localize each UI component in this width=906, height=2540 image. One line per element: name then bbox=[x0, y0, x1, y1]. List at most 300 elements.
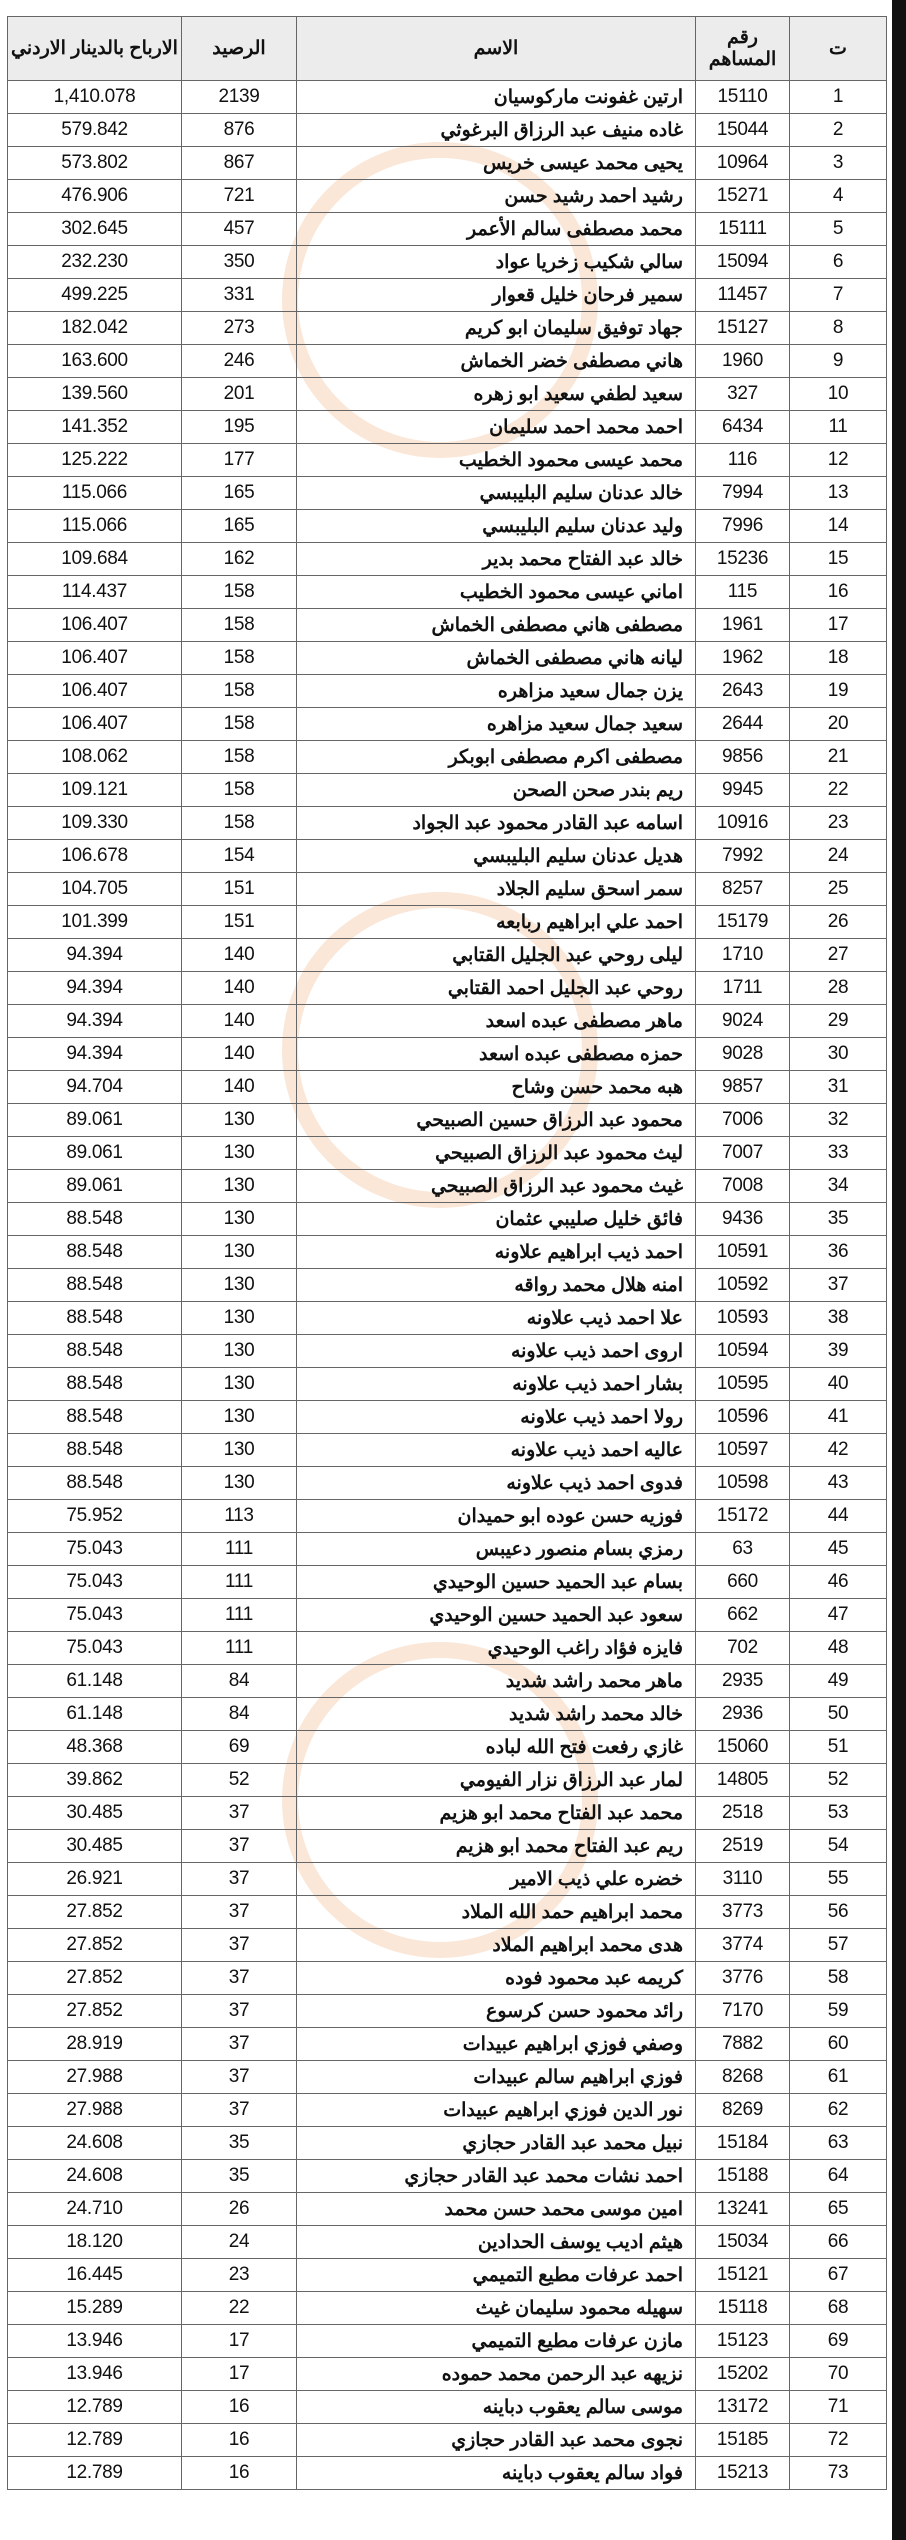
cell-name: نور الدين فوزي ابراهيم عبيدات bbox=[297, 2094, 696, 2127]
cell-name: يزن جمال سعيد مزاهره bbox=[297, 675, 696, 708]
cell-balance: 721 bbox=[182, 180, 297, 213]
cell-index: 12 bbox=[790, 444, 887, 477]
cell-index: 49 bbox=[790, 1665, 887, 1698]
cell-profit: 163.600 bbox=[8, 345, 182, 378]
cell-balance: 195 bbox=[182, 411, 297, 444]
cell-profit: 232.230 bbox=[8, 246, 182, 279]
cell-name: كريمه عبد محمود فوده bbox=[297, 1962, 696, 1995]
cell-index: 3 bbox=[790, 147, 887, 180]
cell-index: 44 bbox=[790, 1500, 887, 1533]
table-row bbox=[8, 1302, 887, 1335]
cell-shareholder-no: 10593 bbox=[696, 1302, 790, 1335]
cell-balance: 130 bbox=[182, 1170, 297, 1203]
cell-name: احمد محمد احمد سليمان bbox=[297, 411, 696, 444]
cell-index: 16 bbox=[790, 576, 887, 609]
cell-profit: 27.852 bbox=[8, 1896, 182, 1929]
cell-shareholder-no: 1962 bbox=[696, 642, 790, 675]
cell-index: 30 bbox=[790, 1038, 887, 1071]
cell-balance: 130 bbox=[182, 1104, 297, 1137]
cell-shareholder-no: 10964 bbox=[696, 147, 790, 180]
cell-name: بسام عبد الحميد حسين الوحيدي bbox=[297, 1566, 696, 1599]
cell-name: سهيله محمود سليمان غيث bbox=[297, 2292, 696, 2325]
cell-index: 27 bbox=[790, 939, 887, 972]
cell-balance: 201 bbox=[182, 378, 297, 411]
cell-shareholder-no: 9857 bbox=[696, 1071, 790, 1104]
table-row bbox=[8, 444, 887, 477]
cell-name: سعود عبد الحميد حسين الوحيدي bbox=[297, 1599, 696, 1632]
cell-balance: 111 bbox=[182, 1632, 297, 1665]
table-row bbox=[8, 873, 887, 906]
cell-shareholder-no: 1961 bbox=[696, 609, 790, 642]
cell-balance: 140 bbox=[182, 1071, 297, 1104]
cell-profit: 115.066 bbox=[8, 477, 182, 510]
cell-name: ليانه هاني مصطفى الخماش bbox=[297, 642, 696, 675]
cell-index: 61 bbox=[790, 2061, 887, 2094]
cell-index: 24 bbox=[790, 840, 887, 873]
cell-balance: 331 bbox=[182, 279, 297, 312]
cell-shareholder-no: 13241 bbox=[696, 2193, 790, 2226]
cell-profit: 26.921 bbox=[8, 1863, 182, 1896]
table-row bbox=[8, 1401, 887, 1434]
cell-balance: 16 bbox=[182, 2424, 297, 2457]
cell-shareholder-no: 2643 bbox=[696, 675, 790, 708]
cell-profit: 61.148 bbox=[8, 1698, 182, 1731]
cell-profit: 39.862 bbox=[8, 1764, 182, 1797]
cell-shareholder-no: 15236 bbox=[696, 543, 790, 576]
page-edge bbox=[892, 0, 906, 2540]
cell-name: روحي عبد الجليل احمد القتابي bbox=[297, 972, 696, 1005]
cell-shareholder-no: 15111 bbox=[696, 213, 790, 246]
cell-shareholder-no: 15094 bbox=[696, 246, 790, 279]
cell-shareholder-no: 2936 bbox=[696, 1698, 790, 1731]
cell-balance: 35 bbox=[182, 2160, 297, 2193]
cell-name: علا احمد ذيب علاونه bbox=[297, 1302, 696, 1335]
cell-shareholder-no: 15202 bbox=[696, 2358, 790, 2391]
table-row bbox=[8, 1038, 887, 1071]
cell-name: اماني عيسى محمود الخطيب bbox=[297, 576, 696, 609]
cell-shareholder-no: 327 bbox=[696, 378, 790, 411]
cell-name: فوزيه حسن عوده ابو حميدان bbox=[297, 1500, 696, 1533]
cell-balance: 16 bbox=[182, 2391, 297, 2424]
cell-balance: 26 bbox=[182, 2193, 297, 2226]
table-row bbox=[8, 2325, 887, 2358]
cell-index: 70 bbox=[790, 2358, 887, 2391]
cell-profit: 109.121 bbox=[8, 774, 182, 807]
cell-name: خالد محمد راشد شديد bbox=[297, 1698, 696, 1731]
cell-name: جهاد توفيق سليمان ابو كريم bbox=[297, 312, 696, 345]
cell-name: مصطفى اكرم مصطفى ابوبكر bbox=[297, 741, 696, 774]
cell-balance: 37 bbox=[182, 2028, 297, 2061]
cell-name: محمد مصطفى سالم الأعمر bbox=[297, 213, 696, 246]
cell-profit: 108.062 bbox=[8, 741, 182, 774]
cell-name: ماهر مصطفى عبده اسعد bbox=[297, 1005, 696, 1038]
cell-balance: 37 bbox=[182, 1929, 297, 1962]
cell-balance: 130 bbox=[182, 1467, 297, 1500]
cell-index: 8 bbox=[790, 312, 887, 345]
cell-index: 45 bbox=[790, 1533, 887, 1566]
cell-name: محمود عبد الرزاق حسين الصبيحي bbox=[297, 1104, 696, 1137]
cell-shareholder-no: 8268 bbox=[696, 2061, 790, 2094]
cell-balance: 113 bbox=[182, 1500, 297, 1533]
table-row bbox=[8, 180, 887, 213]
cell-profit: 24.608 bbox=[8, 2127, 182, 2160]
table-row bbox=[8, 1698, 887, 1731]
cell-name: اسامه عبد القادر محمود عبد الجواد bbox=[297, 807, 696, 840]
cell-index: 19 bbox=[790, 675, 887, 708]
cell-name: فدوى احمد ذيب علاونه bbox=[297, 1467, 696, 1500]
cell-name: سعيد لطفي سعيد ابو زهره bbox=[297, 378, 696, 411]
cell-shareholder-no: 702 bbox=[696, 1632, 790, 1665]
cell-balance: 140 bbox=[182, 972, 297, 1005]
table-row bbox=[8, 939, 887, 972]
table-row bbox=[8, 840, 887, 873]
cell-name: فوزي ابراهيم سالم عبيدات bbox=[297, 2061, 696, 2094]
table-row bbox=[8, 312, 887, 345]
cell-profit: 75.043 bbox=[8, 1566, 182, 1599]
cell-name: فايزه فؤاد راغب الوحيدي bbox=[297, 1632, 696, 1665]
cell-profit: 75.043 bbox=[8, 1533, 182, 1566]
cell-index: 15 bbox=[790, 543, 887, 576]
table-row bbox=[8, 642, 887, 675]
cell-name: هاني مصطفى خضر الخماش bbox=[297, 345, 696, 378]
table-row bbox=[8, 2358, 887, 2391]
cell-shareholder-no: 15118 bbox=[696, 2292, 790, 2325]
cell-index: 53 bbox=[790, 1797, 887, 1830]
cell-shareholder-no: 8269 bbox=[696, 2094, 790, 2127]
cell-index: 52 bbox=[790, 1764, 887, 1797]
cell-balance: 165 bbox=[182, 477, 297, 510]
table-row bbox=[8, 1929, 887, 1962]
cell-index: 29 bbox=[790, 1005, 887, 1038]
cell-index: 38 bbox=[790, 1302, 887, 1335]
cell-name: غيث محمود عبد الرزاق الصبيحي bbox=[297, 1170, 696, 1203]
cell-balance: 37 bbox=[182, 1995, 297, 2028]
cell-index: 68 bbox=[790, 2292, 887, 2325]
table-row bbox=[8, 1104, 887, 1137]
cell-balance: 130 bbox=[182, 1368, 297, 1401]
cell-index: 37 bbox=[790, 1269, 887, 1302]
table-row bbox=[8, 2424, 887, 2457]
cell-balance: 158 bbox=[182, 642, 297, 675]
table-row bbox=[8, 1269, 887, 1302]
cell-index: 9 bbox=[790, 345, 887, 378]
cell-name: نبيل محمد عبد القادر حجازي bbox=[297, 2127, 696, 2160]
cell-balance: 24 bbox=[182, 2226, 297, 2259]
cell-shareholder-no: 63 bbox=[696, 1533, 790, 1566]
cell-name: محمد عيسى محمود الخطيب bbox=[297, 444, 696, 477]
cell-balance: 867 bbox=[182, 147, 297, 180]
cell-profit: 115.066 bbox=[8, 510, 182, 543]
cell-name: سمير فرحان خليل قعوار bbox=[297, 279, 696, 312]
cell-index: 23 bbox=[790, 807, 887, 840]
cell-shareholder-no: 7996 bbox=[696, 510, 790, 543]
cell-name: هيثم اديب يوسف الحدادين bbox=[297, 2226, 696, 2259]
cell-shareholder-no: 9945 bbox=[696, 774, 790, 807]
cell-name: نجوى محمد عبد القادر حجازي bbox=[297, 2424, 696, 2457]
table-row bbox=[8, 477, 887, 510]
cell-profit: 106.407 bbox=[8, 675, 182, 708]
cell-name: رشيد احمد رشيد حسن bbox=[297, 180, 696, 213]
cell-index: 1 bbox=[790, 81, 887, 114]
cell-profit: 579.842 bbox=[8, 114, 182, 147]
table-row bbox=[8, 1533, 887, 1566]
cell-balance: 246 bbox=[182, 345, 297, 378]
cell-index: 33 bbox=[790, 1137, 887, 1170]
table-row bbox=[8, 1797, 887, 1830]
cell-balance: 52 bbox=[182, 1764, 297, 1797]
cell-shareholder-no: 7006 bbox=[696, 1104, 790, 1137]
cell-name: هبه محمد حسن وشاح bbox=[297, 1071, 696, 1104]
cell-index: 63 bbox=[790, 2127, 887, 2160]
table-row bbox=[8, 1632, 887, 1665]
cell-balance: 177 bbox=[182, 444, 297, 477]
cell-shareholder-no: 10591 bbox=[696, 1236, 790, 1269]
cell-name: خالد عدنان سليم البليبسي bbox=[297, 477, 696, 510]
cell-balance: 35 bbox=[182, 2127, 297, 2160]
cell-index: 43 bbox=[790, 1467, 887, 1500]
table-row bbox=[8, 1962, 887, 1995]
cell-index: 11 bbox=[790, 411, 887, 444]
cell-name: امين موسى محمد حسن محمد bbox=[297, 2193, 696, 2226]
cell-name: غاده منيف عبد الرزاق البرغوثي bbox=[297, 114, 696, 147]
cell-balance: 158 bbox=[182, 807, 297, 840]
cell-profit: 94.704 bbox=[8, 1071, 182, 1104]
cell-shareholder-no: 10592 bbox=[696, 1269, 790, 1302]
table-row bbox=[8, 741, 887, 774]
table-row bbox=[8, 1005, 887, 1038]
cell-shareholder-no: 2644 bbox=[696, 708, 790, 741]
cell-index: 39 bbox=[790, 1335, 887, 1368]
cell-shareholder-no: 10595 bbox=[696, 1368, 790, 1401]
cell-shareholder-no: 14805 bbox=[696, 1764, 790, 1797]
cell-shareholder-no: 662 bbox=[696, 1599, 790, 1632]
cell-index: 51 bbox=[790, 1731, 887, 1764]
cell-index: 7 bbox=[790, 279, 887, 312]
cell-profit: 139.560 bbox=[8, 378, 182, 411]
table-row bbox=[8, 2061, 887, 2094]
cell-profit: 88.548 bbox=[8, 1368, 182, 1401]
table-row bbox=[8, 1467, 887, 1500]
cell-profit: 18.120 bbox=[8, 2226, 182, 2259]
cell-name: بشار احمد ذيب علاونه bbox=[297, 1368, 696, 1401]
cell-name: عاليه احمد ذيب علاونه bbox=[297, 1434, 696, 1467]
cell-profit: 24.710 bbox=[8, 2193, 182, 2226]
table-row bbox=[8, 279, 887, 312]
cell-profit: 88.548 bbox=[8, 1335, 182, 1368]
cell-shareholder-no: 660 bbox=[696, 1566, 790, 1599]
cell-name: مازن عرفات مطيع التميمي bbox=[297, 2325, 696, 2358]
cell-index: 56 bbox=[790, 1896, 887, 1929]
cell-profit: 114.437 bbox=[8, 576, 182, 609]
table-row bbox=[8, 609, 887, 642]
cell-balance: 151 bbox=[182, 906, 297, 939]
cell-index: 13 bbox=[790, 477, 887, 510]
cell-name: وليد عدنان سليم البليبسي bbox=[297, 510, 696, 543]
table-row bbox=[8, 411, 887, 444]
table-row bbox=[8, 1863, 887, 1896]
cell-shareholder-no: 7882 bbox=[696, 2028, 790, 2061]
cell-shareholder-no: 10597 bbox=[696, 1434, 790, 1467]
cell-profit: 106.678 bbox=[8, 840, 182, 873]
table-row bbox=[8, 1203, 887, 1236]
cell-profit: 88.548 bbox=[8, 1467, 182, 1500]
cell-index: 67 bbox=[790, 2259, 887, 2292]
cell-shareholder-no: 2518 bbox=[696, 1797, 790, 1830]
cell-name: سعيد جمال سعيد مزاهره bbox=[297, 708, 696, 741]
table-row bbox=[8, 1830, 887, 1863]
table-row bbox=[8, 1368, 887, 1401]
cell-balance: 130 bbox=[182, 1302, 297, 1335]
table-row bbox=[8, 147, 887, 180]
cell-balance: 16 bbox=[182, 2457, 297, 2490]
table-row bbox=[8, 1434, 887, 1467]
table-row bbox=[8, 675, 887, 708]
cell-shareholder-no: 10596 bbox=[696, 1401, 790, 1434]
cell-name: محمد عبد الفتاح محمد ابو هزيم bbox=[297, 1797, 696, 1830]
cell-balance: 37 bbox=[182, 1896, 297, 1929]
cell-shareholder-no: 7992 bbox=[696, 840, 790, 873]
cell-balance: 37 bbox=[182, 2094, 297, 2127]
cell-name: فائق خليل صليبي عثمان bbox=[297, 1203, 696, 1236]
table-row bbox=[8, 2457, 887, 2490]
cell-name: احمد نشات محمد عبد القادر حجازي bbox=[297, 2160, 696, 2193]
cell-balance: 111 bbox=[182, 1533, 297, 1566]
cell-profit: 27.852 bbox=[8, 1962, 182, 1995]
cell-index: 18 bbox=[790, 642, 887, 675]
cell-profit: 88.548 bbox=[8, 1236, 182, 1269]
table-row bbox=[8, 2292, 887, 2325]
cell-name: رولا احمد ذيب علاونه bbox=[297, 1401, 696, 1434]
cell-shareholder-no: 7994 bbox=[696, 477, 790, 510]
cell-shareholder-no: 15184 bbox=[696, 2127, 790, 2160]
table-row bbox=[8, 2127, 887, 2160]
cell-shareholder-no: 9028 bbox=[696, 1038, 790, 1071]
cell-balance: 37 bbox=[182, 1863, 297, 1896]
cell-index: 66 bbox=[790, 2226, 887, 2259]
cell-profit: 28.919 bbox=[8, 2028, 182, 2061]
table-row bbox=[8, 2028, 887, 2061]
cell-balance: 84 bbox=[182, 1665, 297, 1698]
cell-profit: 15.289 bbox=[8, 2292, 182, 2325]
cell-index: 21 bbox=[790, 741, 887, 774]
cell-balance: 876 bbox=[182, 114, 297, 147]
cell-name: ريم عبد الفتاح محمد ابو هزيم bbox=[297, 1830, 696, 1863]
table-row bbox=[8, 1731, 887, 1764]
cell-index: 46 bbox=[790, 1566, 887, 1599]
table-row bbox=[8, 1137, 887, 1170]
cell-profit: 88.548 bbox=[8, 1302, 182, 1335]
table-row bbox=[8, 1500, 887, 1533]
cell-balance: 37 bbox=[182, 1962, 297, 1995]
cell-index: 31 bbox=[790, 1071, 887, 1104]
cell-shareholder-no: 1960 bbox=[696, 345, 790, 378]
table-row bbox=[8, 906, 887, 939]
table-row bbox=[8, 114, 887, 147]
header-name: الاسم bbox=[297, 17, 696, 81]
cell-name: نزيهه عبد الرحمن محمد حموده bbox=[297, 2358, 696, 2391]
header-balance: الرصيد bbox=[182, 17, 297, 81]
cell-index: 34 bbox=[790, 1170, 887, 1203]
cell-profit: 12.789 bbox=[8, 2424, 182, 2457]
table-row bbox=[8, 708, 887, 741]
cell-profit: 75.043 bbox=[8, 1599, 182, 1632]
table-row bbox=[8, 81, 887, 114]
table-row bbox=[8, 1599, 887, 1632]
cell-shareholder-no: 1710 bbox=[696, 939, 790, 972]
cell-index: 60 bbox=[790, 2028, 887, 2061]
cell-shareholder-no: 15121 bbox=[696, 2259, 790, 2292]
cell-profit: 89.061 bbox=[8, 1104, 182, 1137]
cell-index: 17 bbox=[790, 609, 887, 642]
cell-shareholder-no: 115 bbox=[696, 576, 790, 609]
cell-profit: 573.802 bbox=[8, 147, 182, 180]
cell-shareholder-no: 6434 bbox=[696, 411, 790, 444]
cell-index: 72 bbox=[790, 2424, 887, 2457]
cell-shareholder-no: 15044 bbox=[696, 114, 790, 147]
table-row bbox=[8, 1236, 887, 1269]
cell-shareholder-no: 15060 bbox=[696, 1731, 790, 1764]
cell-shareholder-no: 7008 bbox=[696, 1170, 790, 1203]
cell-index: 54 bbox=[790, 1830, 887, 1863]
cell-name: وصفي فوزي ابراهيم عبيدات bbox=[297, 2028, 696, 2061]
cell-index: 48 bbox=[790, 1632, 887, 1665]
cell-name: رائد محمود حسن كرسوع bbox=[297, 1995, 696, 2028]
cell-profit: 88.548 bbox=[8, 1434, 182, 1467]
cell-name: موسى سالم يعقوب دباينه bbox=[297, 2391, 696, 2424]
cell-balance: 130 bbox=[182, 1434, 297, 1467]
table-row bbox=[8, 972, 887, 1005]
cell-index: 47 bbox=[790, 1599, 887, 1632]
cell-index: 28 bbox=[790, 972, 887, 1005]
cell-index: 10 bbox=[790, 378, 887, 411]
cell-profit: 88.548 bbox=[8, 1269, 182, 1302]
cell-profit: 94.394 bbox=[8, 1038, 182, 1071]
cell-balance: 273 bbox=[182, 312, 297, 345]
cell-shareholder-no: 10598 bbox=[696, 1467, 790, 1500]
cell-profit: 61.148 bbox=[8, 1665, 182, 1698]
cell-balance: 22 bbox=[182, 2292, 297, 2325]
cell-index: 40 bbox=[790, 1368, 887, 1401]
cell-balance: 162 bbox=[182, 543, 297, 576]
cell-balance: 130 bbox=[182, 1203, 297, 1236]
cell-balance: 130 bbox=[182, 1335, 297, 1368]
cell-profit: 109.684 bbox=[8, 543, 182, 576]
table-body bbox=[8, 81, 887, 2490]
cell-index: 22 bbox=[790, 774, 887, 807]
cell-profit: 75.952 bbox=[8, 1500, 182, 1533]
table-row bbox=[8, 576, 887, 609]
cell-profit: 1,410.078 bbox=[8, 81, 182, 114]
cell-profit: 125.222 bbox=[8, 444, 182, 477]
cell-profit: 104.705 bbox=[8, 873, 182, 906]
cell-profit: 499.225 bbox=[8, 279, 182, 312]
cell-name: ارتين غفونت ماركوسيان bbox=[297, 81, 696, 114]
cell-profit: 101.399 bbox=[8, 906, 182, 939]
cell-name: مصطفى هاني مصطفى الخماش bbox=[297, 609, 696, 642]
cell-balance: 130 bbox=[182, 1401, 297, 1434]
cell-balance: 158 bbox=[182, 609, 297, 642]
cell-balance: 130 bbox=[182, 1137, 297, 1170]
cell-balance: 140 bbox=[182, 939, 297, 972]
table-row bbox=[8, 543, 887, 576]
table-row bbox=[8, 807, 887, 840]
cell-profit: 94.394 bbox=[8, 939, 182, 972]
cell-shareholder-no: 15034 bbox=[696, 2226, 790, 2259]
cell-index: 65 bbox=[790, 2193, 887, 2226]
shareholders-profit-table bbox=[7, 16, 887, 2490]
cell-shareholder-no: 3774 bbox=[696, 1929, 790, 1962]
cell-profit: 106.407 bbox=[8, 609, 182, 642]
